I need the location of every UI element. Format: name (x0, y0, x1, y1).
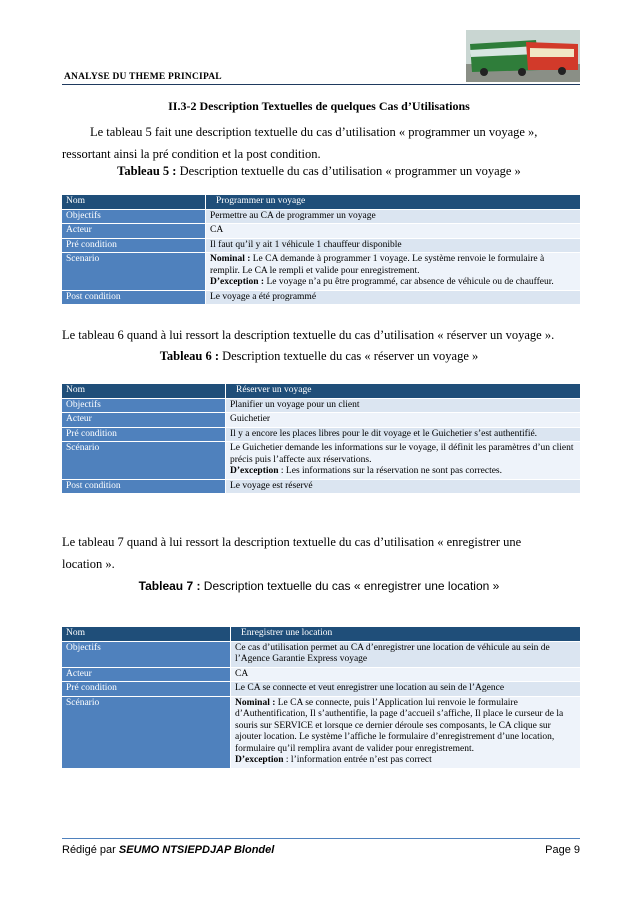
cell-value: Programmer un voyage (206, 195, 581, 209)
cell-key: Pré condition (62, 682, 231, 697)
caption-table6-label: Tableau 6 : (159, 349, 219, 363)
cell-value (206, 253, 581, 291)
cell-value: Planifier un voyage pour un client (226, 398, 581, 413)
cell-value: CA (206, 224, 581, 239)
caption-table7-text: Description textuelle du cas « enregistrer une location » (200, 579, 500, 593)
intro-table5-line2: ressortant ainsi la pré condition et la post condition. (62, 147, 321, 161)
cell-key: Scenario (62, 253, 206, 291)
intro-table7-line2: location ». (62, 557, 115, 571)
table-row (62, 398, 580, 413)
table-row (62, 427, 580, 442)
cell-key: Nom (62, 384, 226, 398)
table-row (62, 479, 580, 494)
footer-rule (62, 838, 580, 839)
intro-table5-line1: Le tableau 5 fait une description textuelle du cas d’utilisation « programmer un voyage », (90, 125, 538, 139)
cell-value: Le voyage est réservé (226, 479, 581, 494)
cell-value: Il y a encore les places libres pour le dit voyage et le Guichetier s’est authentifié. (226, 427, 581, 442)
table-row (62, 290, 580, 305)
cell-key: Scénario (62, 442, 226, 480)
table-row (62, 224, 580, 239)
caption-table6 (0, 349, 638, 364)
nominal-label: Nominal : (210, 254, 251, 264)
footer-author (62, 844, 274, 856)
table-row (62, 641, 580, 667)
caption-table6-text: Description textuelle du cas « réserver un voyage » (218, 349, 479, 363)
table-row (62, 253, 580, 291)
cell-value: Il faut qu’il y ait 1 véhicule 1 chauffeur disponible (206, 238, 581, 253)
cell-value: Le voyage a été programmé (206, 290, 581, 305)
cell-key: Objectifs (62, 209, 206, 224)
footer-page-number: Page 9 (545, 844, 580, 856)
table-row (62, 238, 580, 253)
intro-table6: Le tableau 6 quand à lui ressort la description textuelle du cas d’utilisation « réserver un voyage ». (62, 328, 555, 342)
caption-table5-text: Description textuelle du cas d’utilisation « programmer un voyage » (176, 164, 521, 178)
cell-key: Pré condition (62, 427, 226, 442)
cell-value (226, 442, 581, 480)
cell-key: Nom (62, 195, 206, 209)
table-5 (62, 195, 580, 305)
table-6 (62, 384, 580, 494)
cell-key: Nom (62, 627, 231, 641)
exception-text: : l’information entrée n’est pas correct (283, 755, 432, 765)
cell-value (231, 696, 581, 768)
nominal-text: Le CA demande à programmer 1 voyage. Le système renvoie le formulaire à remplir. Le CA le rempli et valide pour enregistrement. (210, 254, 545, 276)
exception-text: : Les informations sur la réservation ne sont pas correctes. (278, 466, 502, 476)
cell-key: Acteur (62, 224, 206, 239)
header-title: ANALYSE DU THEME PRINCIPAL (64, 72, 222, 82)
table-row (62, 627, 580, 641)
exception-label: D’exception (230, 466, 279, 476)
table-row (62, 696, 580, 768)
table-row (62, 413, 580, 428)
nominal-text: Le CA se connecte, puis l’Application lui renvoie le formulaire d’Authentification, Il s’authentifie, la page d’accueil s’affiche, Il place le curseur de la souris sur SERVICE et lorsque ce dernier déroule ses composants, le CA clique sur ajouter location. Le système l’affiche le formulaire d’enregistrement d’une location, formulaire qu’il remplira avant de valider pour enregistrement. (235, 697, 564, 754)
table-row (62, 195, 580, 209)
table-row (62, 442, 580, 480)
cell-value: Le CA se connecte et veut enregistrer une location au sein de l’Agence (231, 682, 581, 697)
footer-author-name: SEUMO NTSIEPDJAP Blondel (118, 844, 275, 856)
table-row (62, 384, 580, 398)
caption-table7 (0, 579, 638, 593)
bus-image (466, 30, 580, 82)
cell-key: Acteur (62, 667, 231, 682)
intro-table7-line1: Le tableau 7 quand à lui ressort la description textuelle du cas d’utilisation « enregistrer une (62, 535, 522, 549)
cell-value: Permettre au CA de programmer un voyage (206, 209, 581, 224)
caption-table5 (0, 164, 638, 179)
footer-prefix: Rédigé par (62, 844, 119, 856)
exception-label: D’exception : (210, 277, 265, 287)
cell-key: Scénario (62, 696, 231, 768)
nominal-text: Le Guichetier demande les informations sur le voyage, il définit les paramètres d’un client précis puis l’affecte aux réservations. (230, 443, 574, 465)
cell-key: Post condition (62, 290, 206, 305)
header-rule (62, 84, 580, 85)
table-row (62, 667, 580, 682)
cell-key: Objectifs (62, 398, 226, 413)
table-row (62, 209, 580, 224)
cell-key: Post condition (62, 479, 226, 494)
cell-key: Acteur (62, 413, 226, 428)
exception-text: Le voyage n’a pu être programmé, car absence de véhicule ou de chauffeur. (264, 277, 554, 287)
cell-value: Ce cas d’utilisation permet au CA d’enregistrer une location de véhicule au sein de l’Agence Garantie Express voyage (231, 641, 581, 667)
table-7 (62, 627, 580, 769)
cell-value: Réserver un voyage (226, 384, 581, 398)
exception-label: D’exception (235, 755, 284, 765)
table-row (62, 682, 580, 697)
cell-value: Guichetier (226, 413, 581, 428)
cell-key: Pré condition (62, 238, 206, 253)
nominal-label: Nominal : (235, 697, 276, 708)
section-title: II.3-2 Description Textuelles de quelques Cas d’Utilisations (168, 99, 470, 113)
caption-table7-label: Tableau 7 : (138, 579, 201, 593)
cell-value: CA (231, 667, 581, 682)
cell-key: Objectifs (62, 641, 231, 667)
cell-value: Enregistrer une location (231, 627, 581, 641)
caption-table5-label: Tableau 5 : (117, 164, 177, 178)
